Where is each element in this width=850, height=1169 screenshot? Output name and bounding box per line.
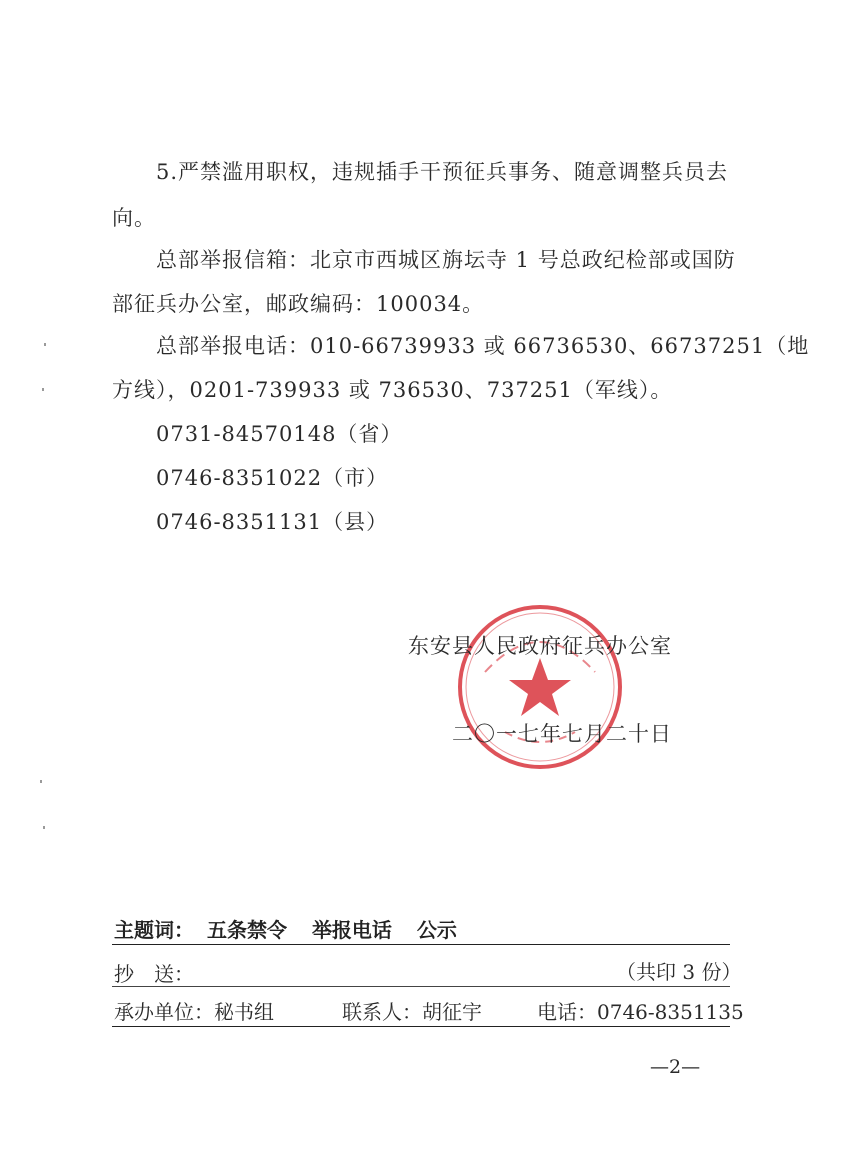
scan-speck (42, 388, 44, 391)
body-line-5: 总部举报电话：010-66739933 或 66736530、66737251（地 (156, 334, 810, 358)
issue-date: 二〇一七年七月二十日 (452, 722, 672, 746)
page-number: —2— (650, 1056, 701, 1078)
handling-unit: 承办单位：秘书组 (114, 1000, 274, 1024)
subject-term: 五条禁令 (206, 918, 287, 942)
contact-person: 联系人：胡征宇 (342, 1000, 482, 1024)
subject-label: 主题词： (114, 918, 194, 942)
subject-term: 公示 (416, 918, 457, 942)
phone-county: 0746-8351131（县） (156, 510, 389, 534)
footer-rule-top (112, 944, 730, 945)
phone-province: 0731-84570148（省） (156, 422, 403, 446)
scan-speck (43, 826, 45, 829)
cc-label: 抄 送： (114, 962, 194, 986)
subject-term: 举报电话 (311, 918, 392, 942)
footer-rule-middle (112, 986, 730, 987)
body-line-4: 部征兵办公室，邮政编码：100034。 (112, 292, 485, 316)
copy-count: （共印 3 份） (616, 960, 742, 984)
phone-city: 0746-8351022（市） (156, 466, 389, 490)
body-line-6: 方线），0201-739933 或 736530、737251（军线）。 (112, 378, 673, 402)
body-line-1: 5.严禁滥用职权，违规插手干预征兵事务、随意调整兵员去 (156, 160, 729, 184)
footer-rule-bottom (112, 1026, 730, 1027)
subject-keywords (114, 914, 475, 943)
scan-speck (44, 343, 46, 346)
contact-phone: 电话：0746-8351135 (537, 1000, 744, 1024)
scan-speck (40, 780, 42, 783)
issuing-office: 东安县人民政府征兵办公室 (408, 634, 672, 658)
body-line-3: 总部举报信箱：北京市西城区旃坛寺 1 号总政纪检部或国防 (156, 248, 736, 272)
body-line-2: 向。 (112, 206, 156, 230)
